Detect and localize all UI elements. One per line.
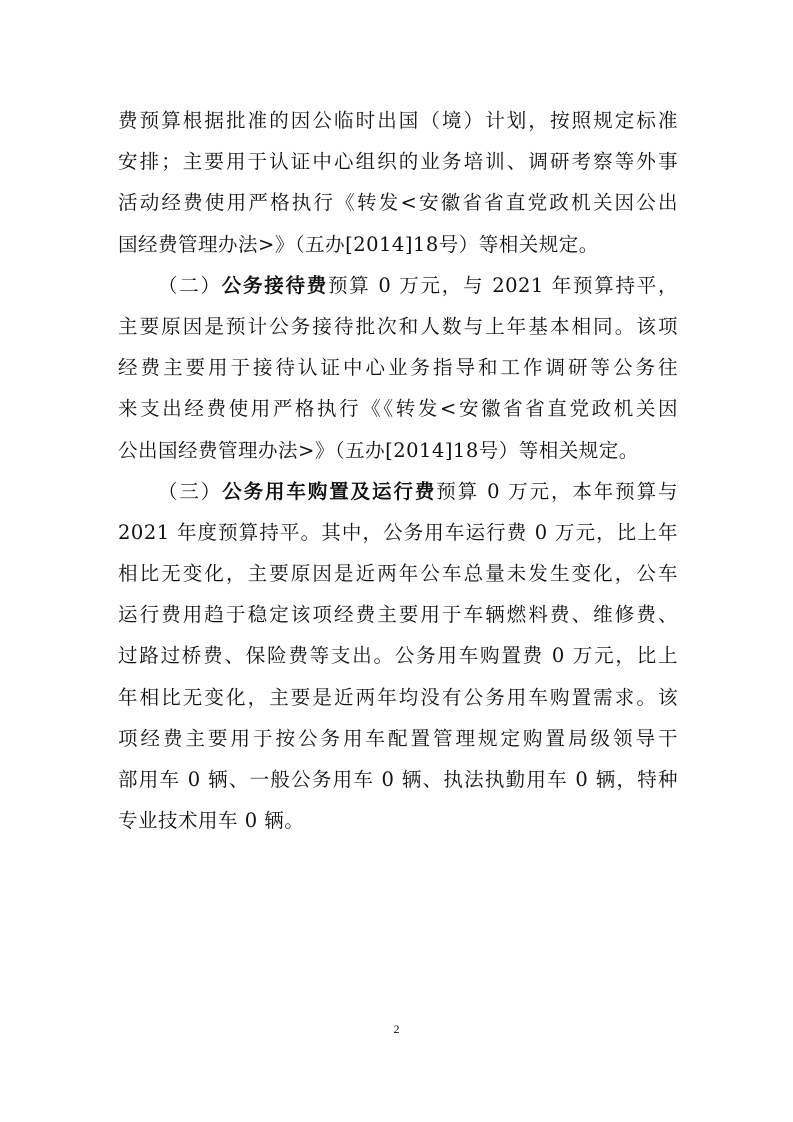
text-line: 安排；主要用于认证中心组织的业务培训、调研考察等外事 [118, 150, 678, 174]
text-line: 公出国经费管理办法>》（五办[2014]18号）等相关规定。 [118, 438, 639, 462]
section-number: （二） [158, 273, 222, 297]
text-line: 国经费管理办法>》（五办[2014]18号）等相关规定。 [118, 232, 599, 256]
text-line [118, 265, 678, 306]
text-span: 预算 0 万元，本年预算与 [436, 479, 678, 503]
text-line: 项经费主要用于按公务用车配置管理规定购置局级领导干 [118, 726, 678, 750]
section-heading: 公务用车购置及运行费 [222, 479, 437, 503]
text-span: 预算 0 万元，与 2021 年预算持平， [327, 273, 678, 297]
text-line: 2021 年度预算持平。其中，公务用车运行费 0 万元，比上年 [118, 520, 678, 544]
section-heading: 公务接待费 [221, 273, 328, 297]
text-line: 年相比无变化，主要是近两年均没有公务用车购置需求。该 [118, 685, 678, 709]
text-line: 专业技术用车 0 辆。 [118, 809, 305, 833]
text-line: 费预算根据批准的因公临时出国（境）计划，按照规定标准 [118, 109, 678, 132]
text-line: 相比无变化，主要原因是近两年公车总量未发生变化，公车 [118, 562, 678, 586]
page-number: 2 [393, 1022, 400, 1036]
text-line: 过路过桥费、保险费等支出。公务用车购置费 0 万元，比上 [118, 644, 678, 668]
text-line [118, 471, 678, 512]
text-line: 运行费用趋于稳定该项经费主要用于车辆燃料费、维修费、 [118, 603, 678, 627]
text-line: 来支出经费使用严格执行《《转发<安徽省省直党政机关因 [118, 397, 678, 421]
text-line: 主要原因是预计公务接待批次和人数与上年基本相同。该项 [118, 314, 678, 338]
body-text [118, 100, 678, 841]
text-line: 活动经费使用严格执行《转发<安徽省省直党政机关因公出 [118, 191, 678, 215]
text-line: 部用车 0 辆、一般公务用车 0 辆、执法执勤用车 0 辆，特种 [118, 768, 678, 791]
section-number: （三） [158, 479, 223, 503]
text-line: 经费主要用于接待认证中心业务指导和工作调研等公务往 [118, 356, 678, 380]
